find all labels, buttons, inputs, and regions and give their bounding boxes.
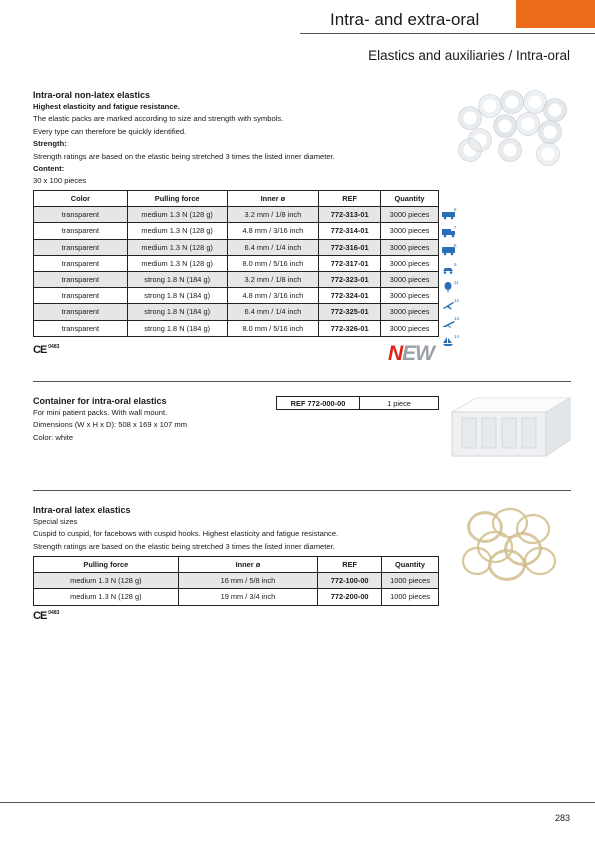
- cell-color: transparent: [34, 223, 128, 239]
- ce-mark-letters: CE: [33, 344, 47, 356]
- col-header-ref: REF: [319, 191, 381, 207]
- page-subtitle: Elastics and auxiliaries / Intra-oral: [368, 48, 570, 63]
- new-badge-n: N: [388, 342, 403, 365]
- col-header-pulling-force: Pulling force: [34, 557, 179, 573]
- section-description-container: [33, 407, 187, 444]
- nonlatex-table: [33, 190, 439, 337]
- section-title-container: Container for intra-oral elastics: [33, 396, 167, 406]
- cell-pulling-force: medium 1.3 N (128 g): [34, 589, 179, 605]
- new-badge: [388, 342, 434, 366]
- cell-quantity: 1000 pieces: [382, 589, 439, 605]
- description-line: The elastic packs are marked according to size and strength with symbols.: [33, 114, 284, 124]
- container-ref-table: [276, 396, 439, 410]
- table-row: [34, 207, 439, 223]
- cell-inner: 4.8 mm / 3/16 inch: [227, 288, 319, 304]
- cell-ref: 772-326-01: [319, 320, 381, 336]
- table-row: [34, 239, 439, 255]
- cell-inner: 3.2 mm / 1/8 inch: [227, 271, 319, 287]
- cell-color: transparent: [34, 271, 128, 287]
- cell-quantity: 3000 pieces: [381, 207, 439, 223]
- train-icon: [441, 208, 456, 224]
- cell-inner: 6.4 mm / 1/4 inch: [227, 239, 319, 255]
- cell-pulling-force: medium 1.3 N (128 g): [127, 223, 227, 239]
- cell-ref: 772-324-01: [319, 288, 381, 304]
- cell-inner: 8.0 mm / 5/16 inch: [227, 320, 319, 336]
- cell-pulling-force: medium 1.3 N (128 g): [34, 573, 179, 589]
- symbol-number: 11: [454, 279, 459, 285]
- table-row: [34, 304, 439, 320]
- cell-ref: 772-325-01: [319, 304, 381, 320]
- latex-elastics-image: [455, 505, 565, 585]
- container-line: Dimensions (W x H x D): 508 x 169 x 107 mm: [33, 420, 188, 430]
- cell-color: transparent: [34, 288, 128, 304]
- cell-ref: 772-323-01: [319, 271, 381, 287]
- table-row: [34, 223, 439, 239]
- cell-color: transparent: [34, 255, 128, 271]
- symbol-number: 9: [454, 261, 457, 267]
- cell-color: transparent: [34, 239, 128, 255]
- new-badge-ew: EW: [402, 342, 434, 365]
- ce-mark-letters: CE: [33, 610, 47, 622]
- cell-inner: 3.2 mm / 1/8 inch: [227, 207, 319, 223]
- cell-quantity: 3000 pieces: [381, 255, 439, 271]
- symbol-number: 13: [454, 316, 460, 322]
- symbol-number: 7: [454, 225, 457, 231]
- container-line: Color: white: [33, 432, 74, 442]
- col-header-quantity: Quantity: [382, 557, 439, 573]
- description-line: Highest elasticity and fatigue resistance.: [33, 102, 180, 111]
- col-header-inner: Inner ø: [178, 557, 318, 573]
- latex-line: Cuspid to cuspid, for facebows with cuspid hooks. Highest elasticity and fatigue resistance.: [33, 529, 339, 539]
- cell-pulling-force: medium 1.3 N (128 g): [127, 239, 227, 255]
- symbol-number: 6: [454, 207, 457, 212]
- cell-quantity: 1000 pieces: [382, 573, 439, 589]
- cell-quantity: 3000 pieces: [381, 239, 439, 255]
- container-image: [446, 394, 572, 464]
- cell-inner: 4.8 mm / 3/16 inch: [227, 223, 319, 239]
- container-ref: REF 772-000-00: [277, 397, 360, 410]
- footer-rule: [0, 802, 595, 803]
- cell-color: transparent: [34, 207, 128, 223]
- col-header-quantity: Quantity: [381, 191, 439, 207]
- page-number: 283: [554, 813, 570, 823]
- cell-ref: 772-313-01: [319, 207, 381, 223]
- description-line: Strength ratings are based on the elastic being stretched 3 times the listed inner diameter.: [33, 151, 335, 161]
- truck-icon: [441, 226, 456, 242]
- symbol-number: 14: [454, 334, 460, 340]
- orange-tab: [516, 0, 595, 28]
- cell-pulling-force: strong 1.8 N (184 g): [127, 271, 227, 287]
- cell-pulling-force: strong 1.8 N (184 g): [127, 320, 227, 336]
- airplane-icon: [441, 297, 460, 315]
- col-header-color: Color: [34, 191, 128, 207]
- sailboat-icon: [441, 334, 460, 351]
- section-title-nonlatex: Intra-oral non-latex elastics: [33, 90, 151, 100]
- cell-pulling-force: strong 1.8 N (184 g): [127, 304, 227, 320]
- ce-mark: [33, 610, 59, 622]
- cell-pulling-force: strong 1.8 N (184 g): [127, 288, 227, 304]
- cell-inner: 16 mm / 5/8 inch: [178, 573, 318, 589]
- table-row: [34, 320, 439, 336]
- ce-number: 0483: [48, 610, 60, 616]
- cell-color: transparent: [34, 304, 128, 320]
- description-line: Strength:: [33, 139, 67, 149]
- cell-inner: 19 mm / 3/4 inch: [178, 589, 318, 605]
- cell-pulling-force: medium 1.3 N (128 g): [127, 207, 227, 223]
- section-divider: [33, 381, 571, 382]
- section-title-latex: Intra-oral latex elastics: [33, 505, 131, 515]
- container-qty: 1 piece: [360, 397, 439, 410]
- symbol-number: 12: [454, 297, 460, 303]
- nonlatex-elastics-image: [450, 88, 575, 168]
- symbol-number: 8: [454, 243, 457, 249]
- latex-table: [33, 556, 439, 606]
- section-description-latex: [33, 516, 338, 553]
- page-title: Intra- and extra-oral: [330, 10, 480, 29]
- cell-pulling-force: medium 1.3 N (128 g): [127, 255, 227, 271]
- col-header-inner: Inner ø: [227, 191, 319, 207]
- title-rule: [300, 33, 595, 34]
- cell-quantity: 3000 pieces: [381, 304, 439, 320]
- table-row: [34, 271, 439, 287]
- cell-inner: 8.0 mm / 5/16 inch: [227, 255, 319, 271]
- cell-ref: 772-100-00: [318, 573, 382, 589]
- table-row: [34, 255, 439, 271]
- col-header-pulling-force: Pulling force: [127, 191, 227, 207]
- table-row: [34, 573, 439, 589]
- container-line: For mini patient packs. With wall mount.: [33, 408, 168, 417]
- cell-ref: 772-200-00: [318, 589, 382, 605]
- section-description-nonlatex: [33, 101, 335, 188]
- ce-mark: [33, 344, 59, 356]
- table-row: [34, 589, 439, 605]
- cell-ref: 772-314-01: [319, 223, 381, 239]
- cell-quantity: 3000 pieces: [381, 271, 439, 287]
- cell-quantity: 3000 pieces: [381, 223, 439, 239]
- latex-line: Strength ratings are based on the elastic being stretched 3 times the listed inner diameter.: [33, 541, 335, 551]
- cell-ref: 772-316-01: [319, 239, 381, 255]
- cell-inner: 6.4 mm / 1/4 inch: [227, 304, 319, 320]
- symbol-column: [441, 206, 460, 352]
- car-icon: [441, 263, 456, 279]
- col-header-ref: REF: [318, 557, 382, 573]
- description-line: Every type can therefore be quickly identified.: [33, 126, 187, 136]
- section-divider: [33, 490, 571, 491]
- description-line: Content:: [33, 164, 65, 174]
- cell-quantity: 3000 pieces: [381, 320, 439, 336]
- latex-line: Special sizes: [33, 517, 78, 526]
- bus-icon: [441, 244, 456, 260]
- balloon-icon: [441, 279, 459, 297]
- jet-icon: [441, 316, 460, 333]
- ce-number: 0483: [48, 344, 60, 350]
- cell-color: transparent: [34, 320, 128, 336]
- table-row: [34, 288, 439, 304]
- description-line: 30 x 100 pieces: [33, 176, 87, 186]
- cell-quantity: 3000 pieces: [381, 288, 439, 304]
- cell-ref: 772-317-01: [319, 255, 381, 271]
